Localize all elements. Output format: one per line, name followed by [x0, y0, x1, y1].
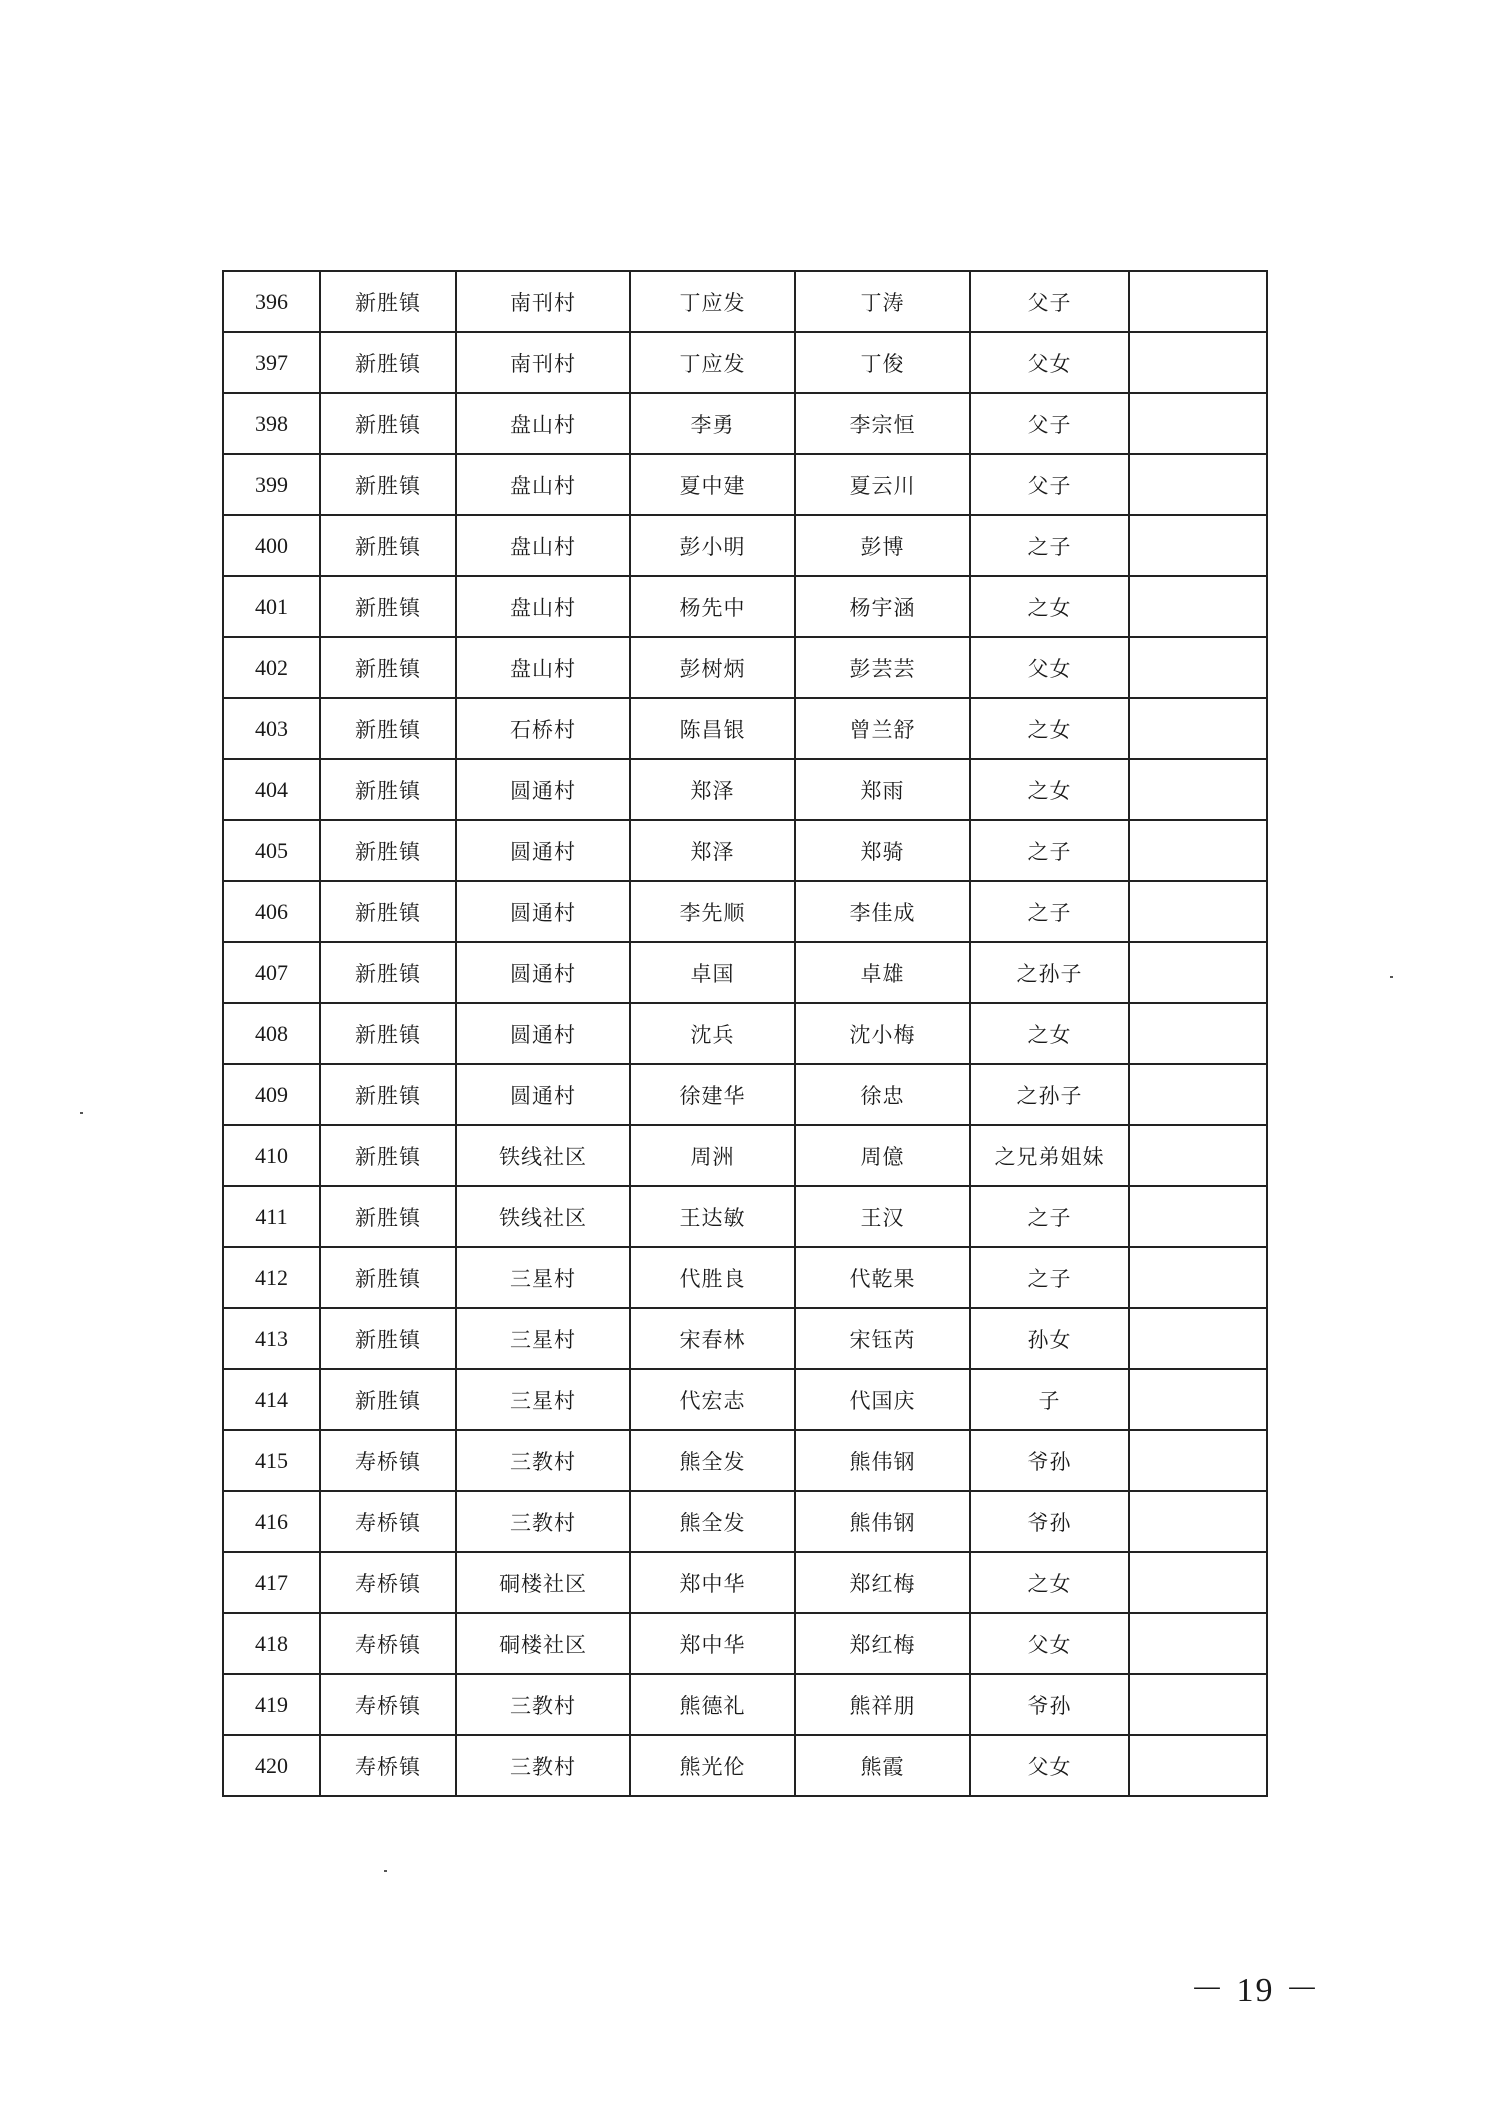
applicant-name-cell: 郑泽: [630, 820, 795, 881]
table-row: [223, 820, 1267, 881]
scan-speck: [80, 1112, 83, 1114]
member-name-cell: 杨宇涵: [795, 576, 970, 637]
row-number-cell: 415: [223, 1430, 320, 1491]
member-name-cell: 夏云川: [795, 454, 970, 515]
table-row: [223, 454, 1267, 515]
row-number-cell: 403: [223, 698, 320, 759]
member-name-cell: 李佳成: [795, 881, 970, 942]
town-cell: 新胜镇: [320, 515, 456, 576]
applicant-name-cell: 代宏志: [630, 1369, 795, 1430]
note-cell: [1129, 271, 1267, 332]
member-name-cell: 郑骑: [795, 820, 970, 881]
relationship-cell: 父女: [970, 637, 1129, 698]
table-row: [223, 942, 1267, 1003]
town-cell: 寿桥镇: [320, 1674, 456, 1735]
village-cell: 硐楼社区: [456, 1552, 630, 1613]
applicant-name-cell: 代胜良: [630, 1247, 795, 1308]
relationship-cell: 父子: [970, 454, 1129, 515]
note-cell: [1129, 1308, 1267, 1369]
applicant-name-cell: 郑中华: [630, 1552, 795, 1613]
page-number: － 19 －: [1190, 1972, 1321, 2009]
note-cell: [1129, 1125, 1267, 1186]
table-row: [223, 881, 1267, 942]
table-row: [223, 637, 1267, 698]
row-number-cell: 407: [223, 942, 320, 1003]
village-cell: 三星村: [456, 1369, 630, 1430]
town-cell: 新胜镇: [320, 576, 456, 637]
note-cell: [1129, 881, 1267, 942]
row-number-cell: 410: [223, 1125, 320, 1186]
village-cell: 盘山村: [456, 454, 630, 515]
relationship-cell: 之女: [970, 576, 1129, 637]
note-cell: [1129, 1003, 1267, 1064]
village-cell: 盘山村: [456, 637, 630, 698]
table-row: [223, 1430, 1267, 1491]
applicant-name-cell: 郑中华: [630, 1613, 795, 1674]
village-cell: 三教村: [456, 1674, 630, 1735]
relationship-cell: 父女: [970, 1613, 1129, 1674]
town-cell: 新胜镇: [320, 454, 456, 515]
table-row: [223, 1369, 1267, 1430]
town-cell: 新胜镇: [320, 698, 456, 759]
applicant-name-cell: 郑泽: [630, 759, 795, 820]
member-name-cell: 郑雨: [795, 759, 970, 820]
row-number-cell: 419: [223, 1674, 320, 1735]
row-number-cell: 418: [223, 1613, 320, 1674]
applicant-name-cell: 李勇: [630, 393, 795, 454]
village-cell: 圆通村: [456, 1064, 630, 1125]
village-cell: 圆通村: [456, 881, 630, 942]
row-number-cell: 417: [223, 1552, 320, 1613]
town-cell: 寿桥镇: [320, 1430, 456, 1491]
member-name-cell: 周億: [795, 1125, 970, 1186]
row-number-cell: 404: [223, 759, 320, 820]
row-number-cell: 396: [223, 271, 320, 332]
relationship-cell: 孙女: [970, 1308, 1129, 1369]
town-cell: 新胜镇: [320, 1003, 456, 1064]
village-cell: 三教村: [456, 1735, 630, 1796]
applicant-name-cell: 陈昌银: [630, 698, 795, 759]
note-cell: [1129, 1613, 1267, 1674]
town-cell: 新胜镇: [320, 759, 456, 820]
town-cell: 新胜镇: [320, 1247, 456, 1308]
row-number-cell: 400: [223, 515, 320, 576]
row-number-cell: 398: [223, 393, 320, 454]
member-name-cell: 丁涛: [795, 271, 970, 332]
table-row: [223, 698, 1267, 759]
member-name-cell: 熊伟钢: [795, 1491, 970, 1552]
relationship-cell: 父女: [970, 332, 1129, 393]
applicant-name-cell: 夏中建: [630, 454, 795, 515]
applicant-name-cell: 杨先中: [630, 576, 795, 637]
row-number-cell: 409: [223, 1064, 320, 1125]
row-number-cell: 399: [223, 454, 320, 515]
relationship-cell: 子: [970, 1369, 1129, 1430]
applicant-name-cell: 丁应发: [630, 332, 795, 393]
member-name-cell: 郑红梅: [795, 1552, 970, 1613]
village-cell: 圆通村: [456, 820, 630, 881]
table-row: [223, 1003, 1267, 1064]
town-cell: 新胜镇: [320, 271, 456, 332]
note-cell: [1129, 1552, 1267, 1613]
row-number-cell: 412: [223, 1247, 320, 1308]
member-name-cell: 彭芸芸: [795, 637, 970, 698]
roster-table: [222, 270, 1268, 1797]
table-row: [223, 1186, 1267, 1247]
table-row: [223, 1247, 1267, 1308]
village-cell: 南刊村: [456, 271, 630, 332]
relationship-cell: 之孙子: [970, 942, 1129, 1003]
town-cell: 新胜镇: [320, 332, 456, 393]
town-cell: 新胜镇: [320, 942, 456, 1003]
village-cell: 圆通村: [456, 942, 630, 1003]
note-cell: [1129, 576, 1267, 637]
village-cell: 三教村: [456, 1430, 630, 1491]
village-cell: 石桥村: [456, 698, 630, 759]
row-number-cell: 411: [223, 1186, 320, 1247]
applicant-name-cell: 沈兵: [630, 1003, 795, 1064]
applicant-name-cell: 彭小明: [630, 515, 795, 576]
row-number-cell: 408: [223, 1003, 320, 1064]
note-cell: [1129, 332, 1267, 393]
note-cell: [1129, 393, 1267, 454]
note-cell: [1129, 1369, 1267, 1430]
table-row: [223, 1491, 1267, 1552]
applicant-name-cell: 熊全发: [630, 1430, 795, 1491]
row-number-cell: 413: [223, 1308, 320, 1369]
table-row: [223, 759, 1267, 820]
applicant-name-cell: 彭树炳: [630, 637, 795, 698]
note-cell: [1129, 698, 1267, 759]
town-cell: 新胜镇: [320, 1186, 456, 1247]
town-cell: 新胜镇: [320, 1308, 456, 1369]
village-cell: 盘山村: [456, 515, 630, 576]
scan-speck: [1390, 976, 1393, 978]
town-cell: 新胜镇: [320, 881, 456, 942]
applicant-name-cell: 徐建华: [630, 1064, 795, 1125]
table-row: [223, 1552, 1267, 1613]
member-name-cell: 王汉: [795, 1186, 970, 1247]
applicant-name-cell: 卓国: [630, 942, 795, 1003]
relationship-cell: 之子: [970, 515, 1129, 576]
roster-body: [223, 271, 1267, 1796]
relationship-cell: 之女: [970, 1003, 1129, 1064]
table-row: [223, 393, 1267, 454]
table-row: [223, 1308, 1267, 1369]
town-cell: 寿桥镇: [320, 1735, 456, 1796]
town-cell: 新胜镇: [320, 1125, 456, 1186]
row-number-cell: 406: [223, 881, 320, 942]
row-number-cell: 414: [223, 1369, 320, 1430]
member-name-cell: 熊祥朋: [795, 1674, 970, 1735]
applicant-name-cell: 熊德礼: [630, 1674, 795, 1735]
applicant-name-cell: 周洲: [630, 1125, 795, 1186]
relationship-cell: 之女: [970, 759, 1129, 820]
relationship-cell: 爷孙: [970, 1430, 1129, 1491]
table-row: [223, 1674, 1267, 1735]
note-cell: [1129, 1247, 1267, 1308]
scan-speck: [384, 1870, 387, 1872]
town-cell: 寿桥镇: [320, 1613, 456, 1674]
village-cell: 盘山村: [456, 576, 630, 637]
table-row: [223, 1064, 1267, 1125]
town-cell: 寿桥镇: [320, 1552, 456, 1613]
village-cell: 三星村: [456, 1247, 630, 1308]
town-cell: 新胜镇: [320, 393, 456, 454]
applicant-name-cell: 熊光伦: [630, 1735, 795, 1796]
relationship-cell: 爷孙: [970, 1674, 1129, 1735]
relationship-cell: 之孙子: [970, 1064, 1129, 1125]
note-cell: [1129, 820, 1267, 881]
note-cell: [1129, 759, 1267, 820]
row-number-cell: 397: [223, 332, 320, 393]
relationship-cell: 父女: [970, 1735, 1129, 1796]
relationship-cell: 之女: [970, 698, 1129, 759]
table-row: [223, 1125, 1267, 1186]
member-name-cell: 卓雄: [795, 942, 970, 1003]
note-cell: [1129, 942, 1267, 1003]
row-number-cell: 420: [223, 1735, 320, 1796]
note-cell: [1129, 637, 1267, 698]
table-row: [223, 271, 1267, 332]
applicant-name-cell: 丁应发: [630, 271, 795, 332]
member-name-cell: 徐忠: [795, 1064, 970, 1125]
applicant-name-cell: 宋春林: [630, 1308, 795, 1369]
applicant-name-cell: 熊全发: [630, 1491, 795, 1552]
village-cell: 盘山村: [456, 393, 630, 454]
member-name-cell: 代乾果: [795, 1247, 970, 1308]
member-name-cell: 李宗恒: [795, 393, 970, 454]
table-row: [223, 576, 1267, 637]
relationship-cell: 之子: [970, 820, 1129, 881]
relationship-cell: 父子: [970, 393, 1129, 454]
village-cell: 南刊村: [456, 332, 630, 393]
village-cell: 硐楼社区: [456, 1613, 630, 1674]
note-cell: [1129, 1674, 1267, 1735]
row-number-cell: 402: [223, 637, 320, 698]
member-name-cell: 郑红梅: [795, 1613, 970, 1674]
note-cell: [1129, 1064, 1267, 1125]
relationship-cell: 之女: [970, 1552, 1129, 1613]
relationship-cell: 爷孙: [970, 1491, 1129, 1552]
table-row: [223, 1613, 1267, 1674]
village-cell: 三教村: [456, 1491, 630, 1552]
town-cell: 新胜镇: [320, 820, 456, 881]
relationship-cell: 之子: [970, 881, 1129, 942]
table-row: [223, 1735, 1267, 1796]
note-cell: [1129, 1186, 1267, 1247]
member-name-cell: 彭博: [795, 515, 970, 576]
member-name-cell: 熊伟钢: [795, 1430, 970, 1491]
applicant-name-cell: 李先顺: [630, 881, 795, 942]
row-number-cell: 416: [223, 1491, 320, 1552]
note-cell: [1129, 515, 1267, 576]
relationship-cell: 之兄弟姐妹: [970, 1125, 1129, 1186]
relationship-cell: 之子: [970, 1186, 1129, 1247]
relationship-cell: 父子: [970, 271, 1129, 332]
row-number-cell: 401: [223, 576, 320, 637]
applicant-name-cell: 王达敏: [630, 1186, 795, 1247]
member-name-cell: 宋钰芮: [795, 1308, 970, 1369]
town-cell: 新胜镇: [320, 1064, 456, 1125]
member-name-cell: 曾兰舒: [795, 698, 970, 759]
member-name-cell: 熊霞: [795, 1735, 970, 1796]
member-name-cell: 沈小梅: [795, 1003, 970, 1064]
member-name-cell: 丁俊: [795, 332, 970, 393]
member-name-cell: 代国庆: [795, 1369, 970, 1430]
village-cell: 三星村: [456, 1308, 630, 1369]
village-cell: 圆通村: [456, 1003, 630, 1064]
table-row: [223, 515, 1267, 576]
note-cell: [1129, 1491, 1267, 1552]
village-cell: 圆通村: [456, 759, 630, 820]
village-cell: 铁线社区: [456, 1186, 630, 1247]
note-cell: [1129, 1735, 1267, 1796]
note-cell: [1129, 1430, 1267, 1491]
town-cell: 新胜镇: [320, 637, 456, 698]
note-cell: [1129, 454, 1267, 515]
village-cell: 铁线社区: [456, 1125, 630, 1186]
town-cell: 新胜镇: [320, 1369, 456, 1430]
row-number-cell: 405: [223, 820, 320, 881]
town-cell: 寿桥镇: [320, 1491, 456, 1552]
relationship-cell: 之子: [970, 1247, 1129, 1308]
table-row: [223, 332, 1267, 393]
